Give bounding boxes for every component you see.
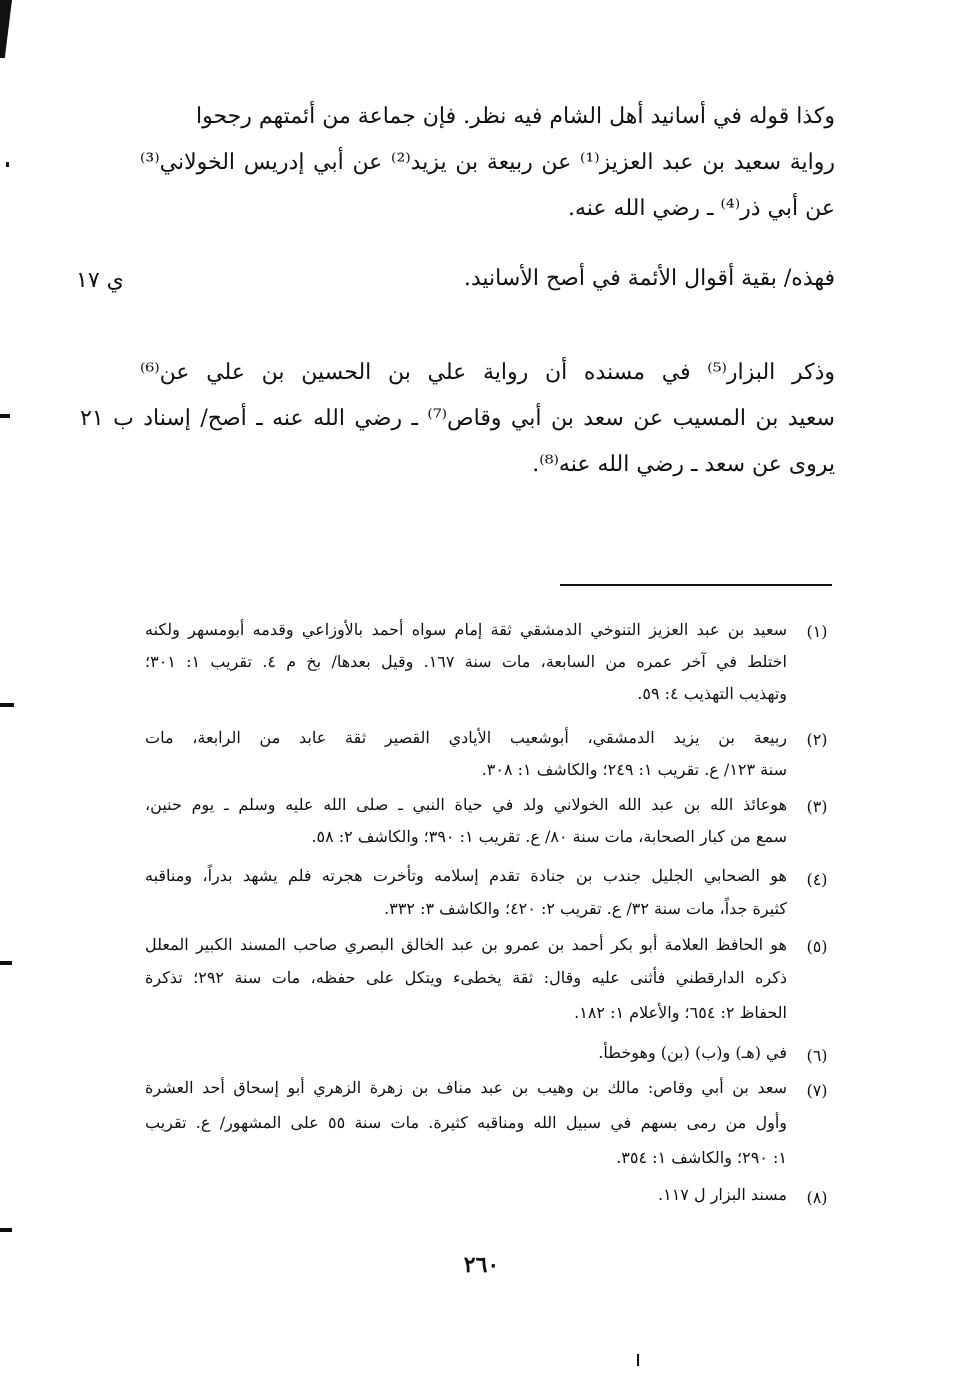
body-line: سعيد بن المسيب عن سعد بن أبي وقاص⁽⁷⁾ ـ رضي الله عنه ـ أصح/ إسناد ب ٢١ <box>80 406 835 431</box>
footnote-line: ذكره الدارقطني فأثنى عليه وقال: ثقة يخطىء ويتكل على حفظه، مات سنة ٢٩٢؛ تذكرة <box>145 968 787 987</box>
footnote-number: (٥) <box>806 937 828 956</box>
footnote-line: مسند البزار ل ١١٧. <box>658 1185 787 1204</box>
page-number: ٢٦٠ <box>463 1252 500 1278</box>
footnote-line: هو الصحابي الجليل جندب بن جنادة تقدم إسلامه وتأخرت هجرته فلم يشهد بدراً، ومناقبه <box>145 866 787 885</box>
footnote-number: (٤) <box>806 870 828 889</box>
footnote-line: ١: ٢٩٠؛ والكاشف ١: ٣٥٤. <box>616 1148 787 1167</box>
scan-mark-bottom <box>637 1354 639 1366</box>
footnote-line: ربيعة بن يزيد الدمشقي، أبوشعيب الأيادي القصير ثقة عابد من الرابعة، مات <box>145 728 787 747</box>
footnote-line: وتهذيب التهذيب ٤: ٥٩. <box>637 684 787 703</box>
footnote-number: (٦) <box>806 1046 828 1065</box>
footnote-number: (٣) <box>806 797 828 816</box>
footnote-number: (١) <box>806 622 828 641</box>
footnote-line: سنة ١٢٣/ ع. تقريب ١: ٢٤٩؛ والكاشف ١: ٣٠٨. <box>481 760 787 779</box>
scan-mark-edge <box>0 414 10 418</box>
footnote-line: وأول من رمى بسهم في سبيل الله ومناقبه كثيرة. مات سنة ٥٥ على المشهور/ ع. تقريب <box>145 1113 788 1132</box>
footnote-line: هو الحافظ العلامة أبو بكر أحمد بن عمرو بن عبد الخالق البصري صاحب المسند الكبير المعلل <box>145 935 787 954</box>
footnote-line: كثيرة جداً، مات سنة ٣٢/ ع. تقريب ٢: ٤٢٠؛ والكاشف ٣: ٣٣٢. <box>384 899 787 918</box>
body-line: فهذه/ بقية أقوال الأئمة في أصح الأسانيد. <box>463 266 835 291</box>
manuscript-margin-note: ي ١٧ <box>76 268 124 293</box>
body-line: يروى عن سعد ـ رضي الله عنه⁽⁸⁾. <box>532 452 835 477</box>
footnote-number: (٧) <box>806 1081 828 1100</box>
footnote-number: (٨) <box>806 1188 828 1207</box>
footnote-line: في (هـ) و(ب) (بن) وهوخطأ. <box>598 1043 787 1062</box>
footnote-separator <box>560 584 832 586</box>
body-line: وكذا قوله في أسانيد أهل الشام فيه نظر. فإن جماعة من أئمتهم رجحوا <box>196 104 835 129</box>
footnote-line: الحفاظ ٢: ٦٥٤؛ والأعلام ١: ١٨٢. <box>574 1003 787 1022</box>
scan-mark-edge <box>0 1228 12 1232</box>
body-line: وذكر البزار⁽⁵⁾ في مسنده أن رواية علي بن الحسين بن علي عن⁽⁶⁾ <box>140 360 835 385</box>
footnote-line: سعيد بن عبد العزيز التنوخي الدمشقي ثقة إمام سواه أحمد بالأوزاعي وقدمه أبومسهر ولكنه <box>145 620 787 639</box>
footnote-line: سعد بن أبي وقاص: مالك بن وهيب بن عبد مناف بن زهرة الزهري أبو إسحاق أحد العشرة <box>145 1078 787 1097</box>
scan-mark-edge <box>0 961 12 965</box>
scan-mark-dot <box>6 162 9 167</box>
body-line: عن أبي ذر⁽⁴⁾ ـ رضي الله عنه. <box>567 196 835 221</box>
scan-mark-edge <box>0 703 14 707</box>
footnote-line: سمع من كبار الصحابة، مات سنة ٨٠/ ع. تقريب ١: ٣٩٠؛ والكاشف ٢: ٥٨. <box>311 827 787 846</box>
footnote-line: اختلط في آخر عمره من السابعة، مات سنة ١٦٧. وقيل بعدها/ بخ م ٤. تقريب ١: ٣٠١؛ <box>145 652 787 671</box>
footnote-number: (٢) <box>806 730 828 749</box>
scan-mark-top-left <box>0 0 12 58</box>
footnote-line: هوعائذ الله بن عبد الله الخولاني ولد في حياة النبي ـ صلى الله عليه وسلم ـ يوم حنين، <box>145 795 787 814</box>
body-line: رواية سعيد بن عبد العزيز⁽¹⁾ عن ربيعة بن يزيد⁽²⁾ عن أبي إدريس الخولاني⁽³⁾ <box>140 150 835 175</box>
